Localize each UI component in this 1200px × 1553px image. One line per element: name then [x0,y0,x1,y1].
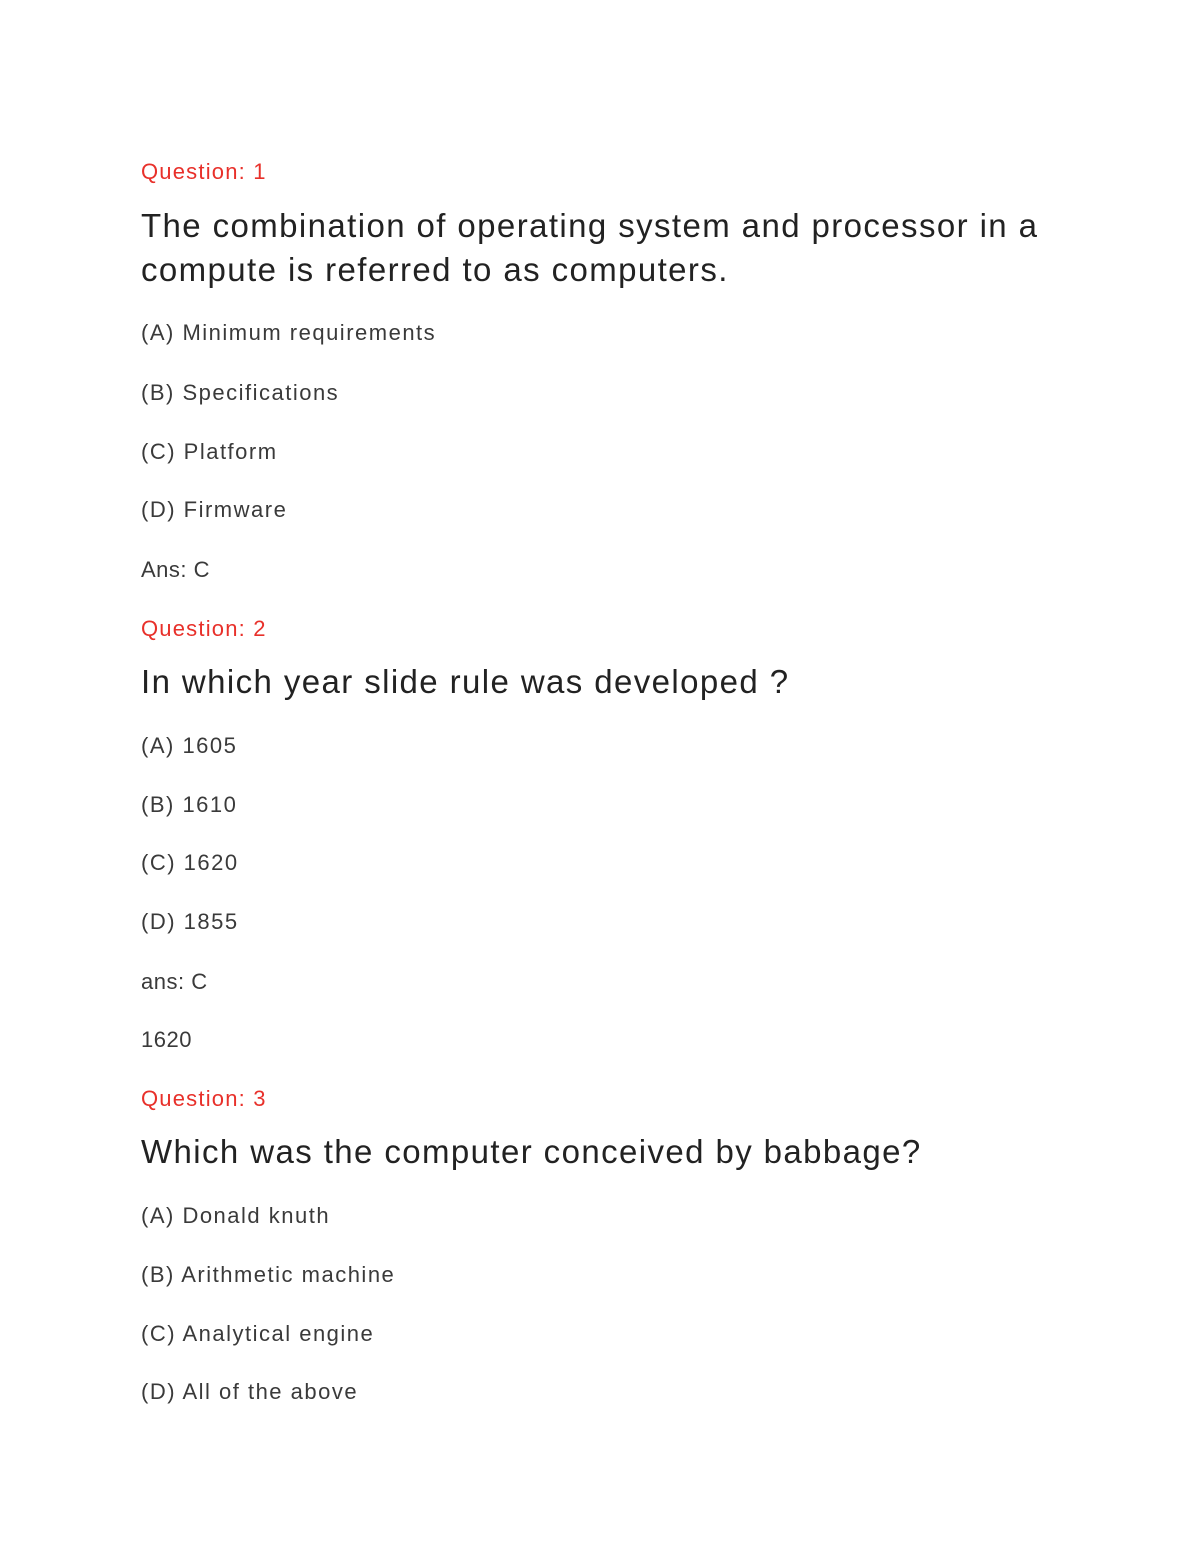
question-2-note: 1620 [141,1027,192,1052]
question-2-answer: ans: C [141,969,208,994]
question-1-label: Question: 1 [141,159,267,184]
question-2-option-b: (B) 1610 [141,792,238,817]
question-1-text: The combination of operating system and processor in a compute is referred to as computers. [141,207,1039,288]
question-3-text: Which was the computer conceived by babbage? [141,1133,922,1170]
question-3-label: Question: 3 [141,1086,267,1111]
question-1-option-a: (A) Minimum requirements [141,320,437,345]
question-1-option-d: (D) Firmware [141,497,288,522]
question-3-option-c: (C) Analytical engine [141,1321,375,1346]
question-2-option-d: (D) 1855 [141,909,239,934]
question-1-option-b: (B) Specifications [141,380,340,405]
question-3-option-b: (B) Arithmetic machine [141,1262,396,1287]
question-2-option-a: (A) 1605 [141,733,238,758]
question-2-text: In which year slide rule was developed ? [141,663,790,700]
question-3-option-d: (D) All of the above [141,1379,359,1404]
question-2-label: Question: 2 [141,616,267,641]
question-1-option-c: (C) Platform [141,439,278,464]
question-3-option-a: (A) Donald knuth [141,1203,331,1228]
question-1-answer: Ans: C [141,557,211,582]
question-2-option-c: (C) 1620 [141,850,239,875]
